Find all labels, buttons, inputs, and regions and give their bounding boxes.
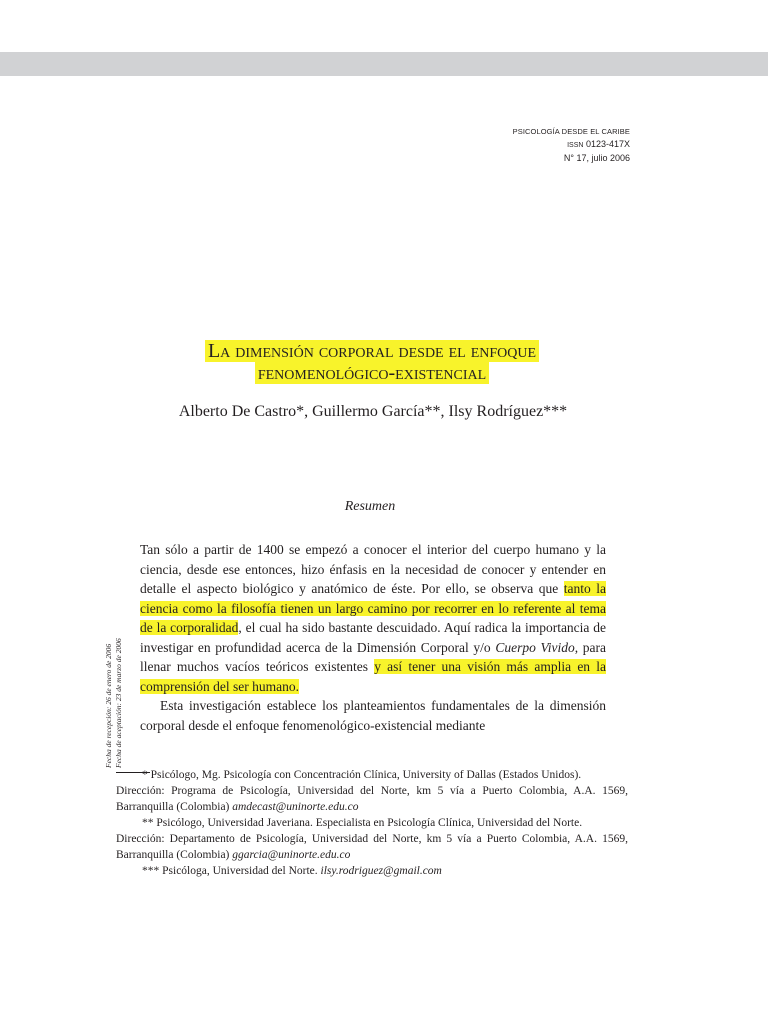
journal-issue: N° 17, julio 2006 xyxy=(563,153,630,163)
highlighted-text: y así tener una visión más amplia en la comprensión del ser humano. xyxy=(140,659,606,694)
footnote-2-address xyxy=(116,831,628,863)
address-text: Dirección: Programa de Psicología, Universidad del Norte, km 5 vía a Puerto Colombia, A.A. 1569, Barranquilla (Colombia) xyxy=(116,785,628,813)
footnotes xyxy=(116,767,628,879)
footnote-1-address xyxy=(116,783,628,815)
footnote-3 xyxy=(116,863,628,879)
title-line-2: fenomenológico-existencial xyxy=(255,362,489,384)
abstract-italic-term: Cuerpo Vivido xyxy=(495,639,575,655)
date-accepted: Fecha de aceptación: 23 de marzo de 2006 xyxy=(114,638,123,768)
abstract-text: Tan sólo a partir de 1400 se empezó a conocer el interior del cuerpo humano y la ciencia, desde ese entonces, hizo énfasis en la necesidad de conocer y entender en detalle el aspecto biológico y anatómico de éste. Por ello, se observa que xyxy=(140,542,606,596)
abstract-paragraph-1 xyxy=(140,540,606,696)
reception-dates xyxy=(104,598,124,768)
article-title xyxy=(110,340,634,384)
abstract-paragraph-2: Esta investigación establece los planteamientos fundamentales de la dimensión corporal desde el enfoque fenomenológico-existencial mediante xyxy=(140,698,606,733)
footnote-3-text: *** Psicóloga, Universidad del Norte. xyxy=(142,865,321,877)
footnote-2: ** Psicólogo, Universidad Javeriana. Especialista en Psicología Clínica, Universidad del Norte. xyxy=(142,817,583,829)
abstract-text: , el cual ha sido bastante descuidado. Aquí radica la importancia de investigar en profundidad acerca de la Dimensión Corporal y/o xyxy=(140,620,607,655)
journal-name: PSICOLOGÍA DESDE EL CARIBE xyxy=(512,127,630,136)
article-authors: Alberto De Castro*, Guillermo García**, Ilsy Rodríguez*** xyxy=(178,403,568,420)
journal-issn xyxy=(513,138,630,152)
page-top-band xyxy=(0,52,768,76)
highlighted-text: tanto la ciencia como la filosofía tienen un largo camino por recorrer en lo referente al tema de la corporalidad xyxy=(140,581,606,635)
abstract-heading: Resumen xyxy=(344,499,396,514)
email-link[interactable]: amdecast@uninorte.edu.co xyxy=(232,801,359,813)
abstract-text: , para llenar muchos vacíos teóricos existentes xyxy=(140,639,606,674)
issn-value: 0123-417X xyxy=(585,139,630,149)
footnote-1: * Psicólogo, Mg. Psicología con Concentración Clínica, University of Dallas (Estados Unidos). xyxy=(142,769,582,781)
address-text: Dirección: Departamento de Psicología, Universidad del Norte, km 5 vía a Puerto Colombia, A.A. 1569, Barranquilla (Colombia) xyxy=(116,833,628,861)
date-received: Fecha de recepción: 26 de enero de 2006 xyxy=(104,643,113,768)
journal-header xyxy=(513,126,630,164)
title-line-1: La dimensión corporal desde el enfoque xyxy=(205,340,539,362)
issn-label: ISSN xyxy=(567,142,584,149)
email-link[interactable]: ggarcia@uninorte.edu.co xyxy=(232,849,351,861)
abstract-body xyxy=(140,540,606,735)
email-link[interactable]: ilsy.rodriguez@gmail.com xyxy=(320,865,442,877)
